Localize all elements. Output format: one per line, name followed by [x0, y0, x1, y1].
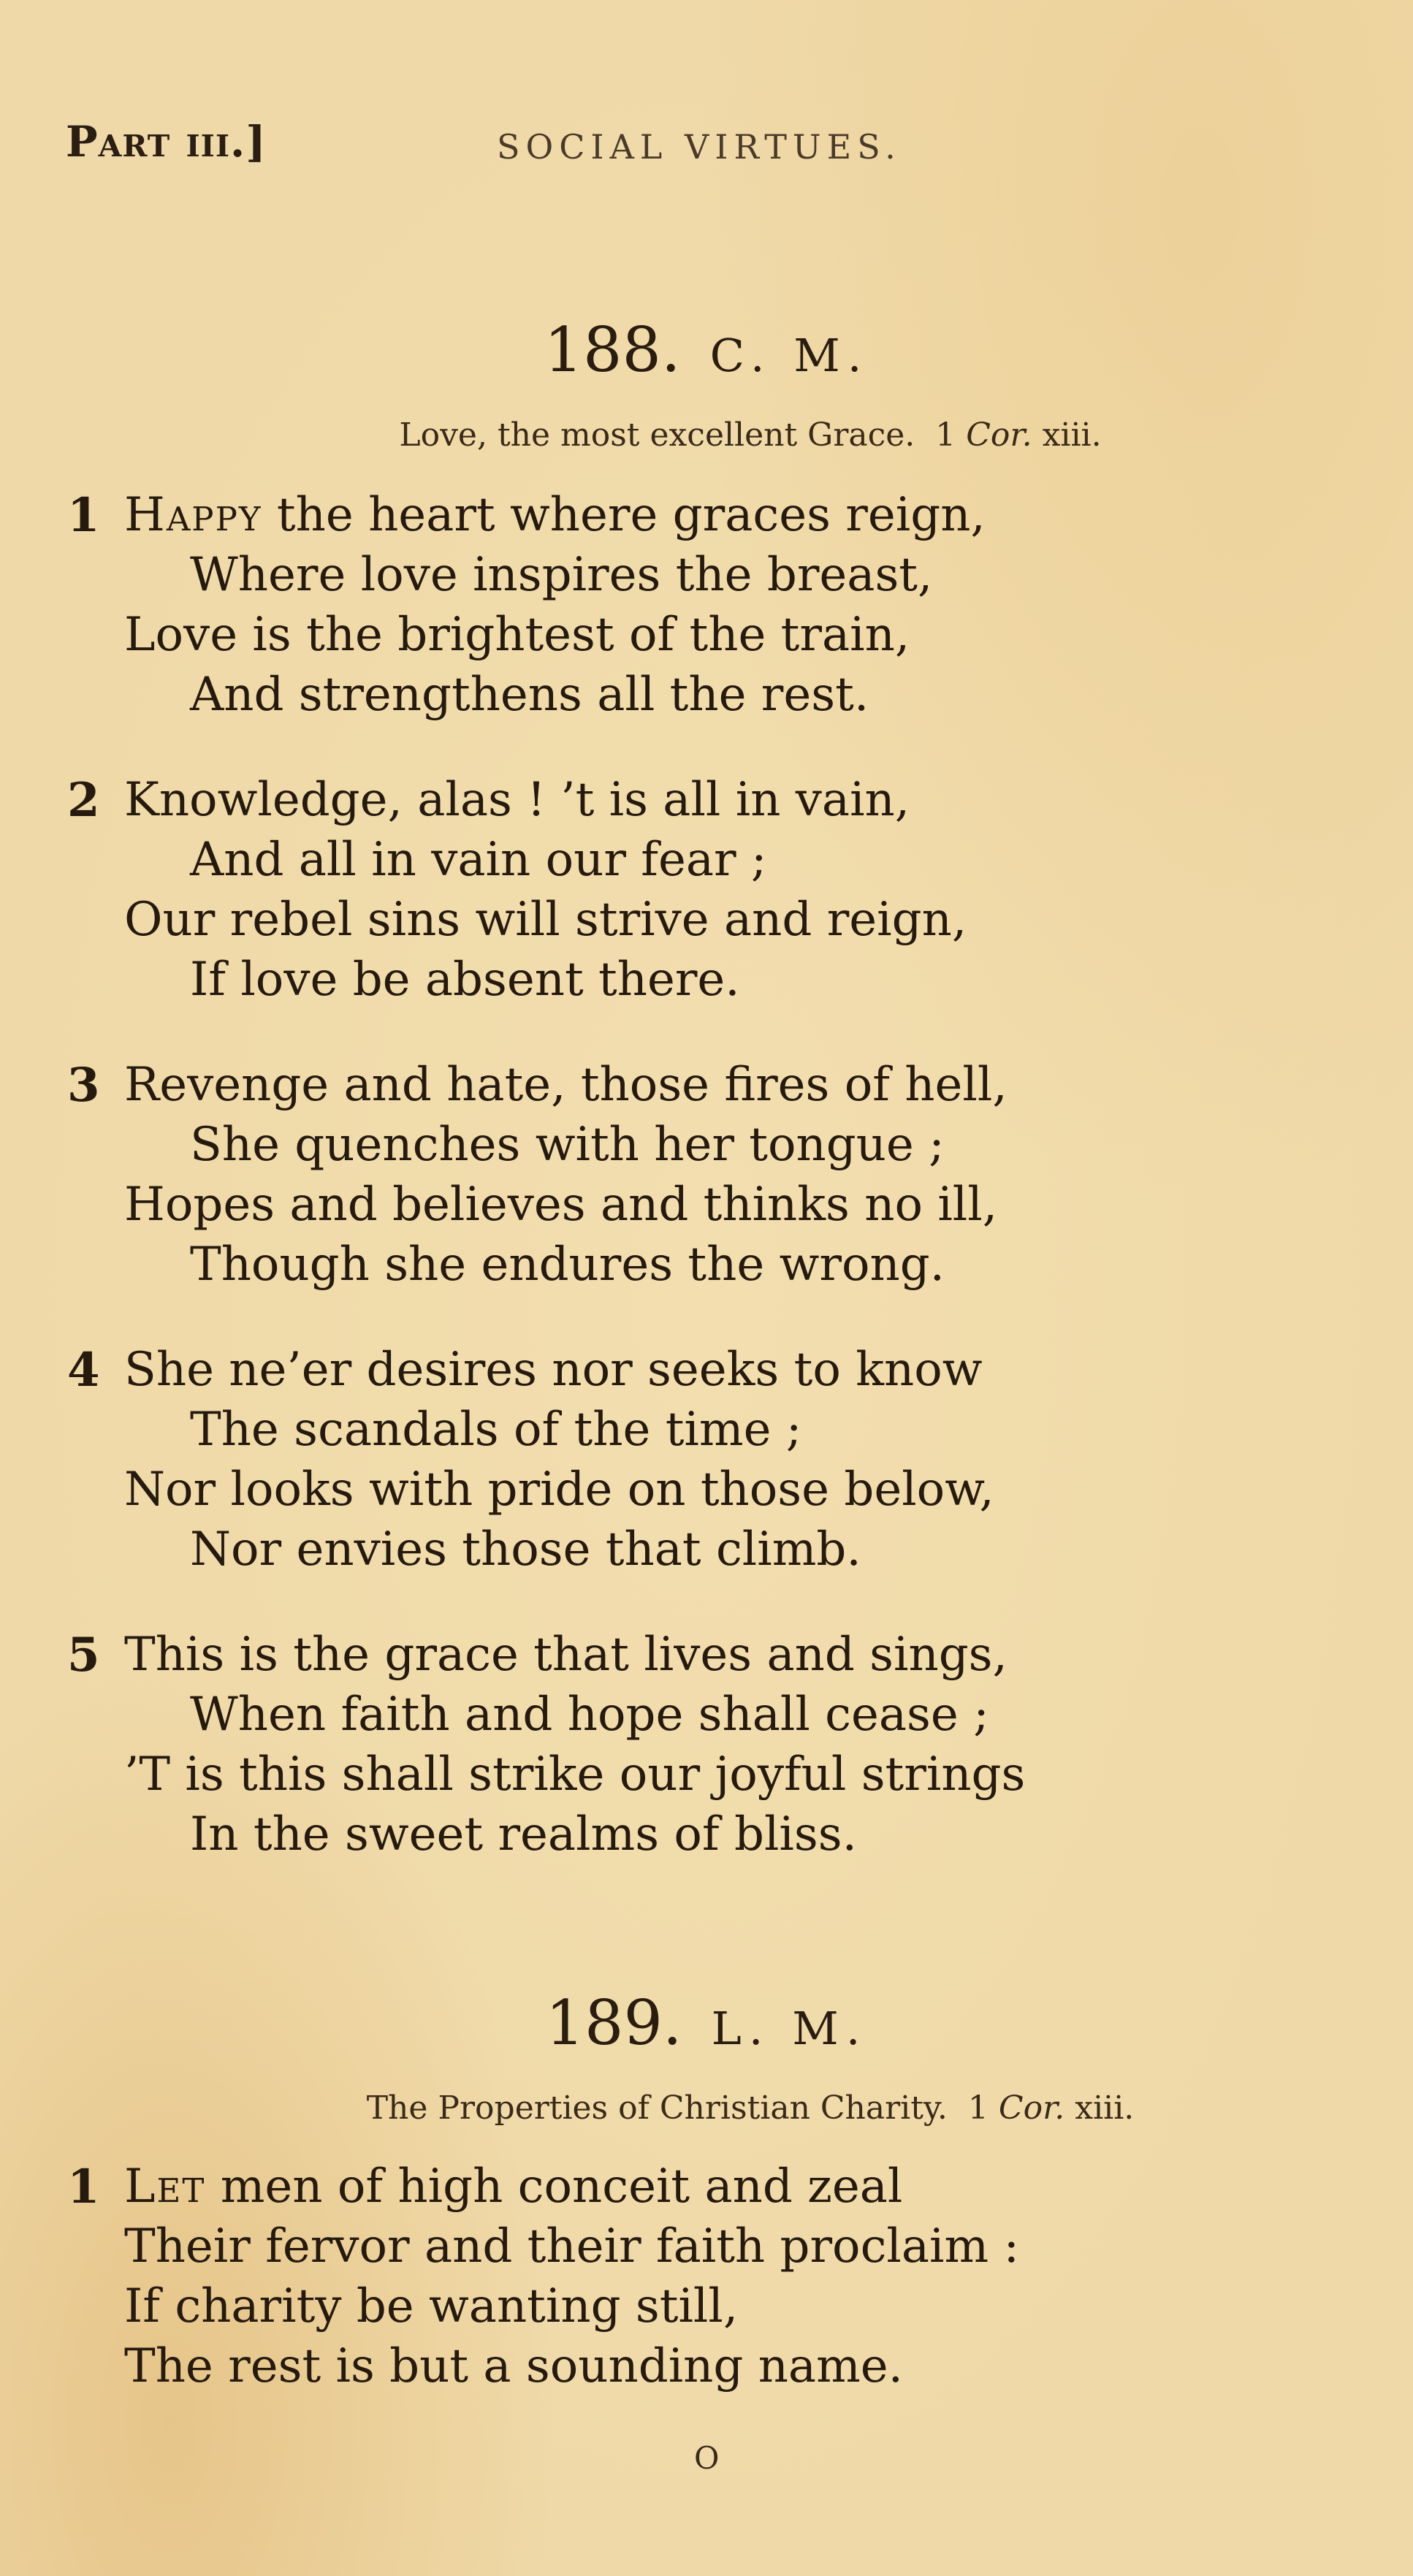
verse-line: Knowledge, alas ! ’t is all in vain,	[124, 773, 910, 827]
hymn-meter: C. M.	[709, 329, 869, 382]
hymn-189-heading	[0, 1987, 1413, 2059]
section-title: SOCIAL VIRTUES.	[497, 127, 902, 167]
verse-line: ’T is this shall strike our joyful strings	[124, 1748, 1026, 1802]
stanza-number: 1	[67, 2160, 100, 2214]
part-label: Part iii.]	[66, 117, 267, 167]
verse-line: When faith and hope shall cease ;	[190, 1688, 989, 1742]
stanza-number: 2	[67, 773, 100, 828]
hymn-188-subtitle	[0, 416, 1413, 454]
stanza-number: 1	[67, 488, 100, 543]
verse-line: Where love inspires the breast,	[190, 548, 933, 602]
verse-line: Revenge and hate, those fires of hell,	[124, 1058, 1008, 1112]
stanza-number: 3	[67, 1058, 100, 1113]
stanza-number: 5	[67, 1628, 100, 1683]
verse-line: She ne’er desires nor seeks to know	[124, 1343, 983, 1397]
verse-line: She quenches with her tongue ;	[190, 1118, 945, 1172]
running-head	[66, 117, 942, 183]
verse-line: Though she endures the wrong.	[190, 1238, 945, 1292]
verse-line: In the sweet realms of bliss.	[190, 1807, 857, 1861]
verse-line: And strengthens all the rest.	[190, 668, 869, 722]
verse-line: Hopes and believes and thinks no ill,	[124, 1178, 998, 1232]
verse-line: Happy the heart where graces reign,	[124, 488, 986, 542]
scripture-reference: 1 Cor. xiii.	[967, 2089, 1135, 2127]
verse-line: Nor envies those that climb.	[190, 1523, 861, 1577]
hymn-number: 189.	[545, 1987, 682, 2059]
hymn-188-heading	[0, 314, 1413, 386]
verse-line: Their fervor and their faith proclaim :	[124, 2219, 1020, 2274]
verse-line: The rest is but a sounding name.	[124, 2339, 903, 2393]
verse-line: This is the grace that lives and sings,	[124, 1628, 1008, 1682]
verse-line: And all in vain our fear ;	[190, 833, 767, 887]
verse-line: Our rebel sins will strive and reign,	[124, 893, 967, 947]
stanza-number: 4	[67, 1343, 100, 1398]
verse-line: The scandals of the time ;	[190, 1403, 802, 1457]
verse-line: If love be absent there.	[190, 953, 740, 1007]
signature-mark: O	[694, 2440, 720, 2476]
verse-line: If charity be wanting still,	[124, 2279, 739, 2333]
hymn-subtitle: The Properties of Christian Charity.	[366, 2089, 948, 2127]
scripture-reference: 1 Cor. xiii.	[935, 416, 1102, 454]
verse-line: Nor looks with pride on those below,	[124, 1463, 994, 1517]
hymn-subtitle: Love, the most excellent Grace.	[399, 416, 915, 454]
hymn-meter: L. M.	[711, 2002, 868, 2055]
verse-line: Love is the brightest of the train,	[124, 608, 910, 662]
hymn-number: 188.	[544, 314, 681, 386]
hymn-189-subtitle	[0, 2089, 1413, 2127]
verse-line: Let men of high conceit and zeal	[124, 2160, 903, 2214]
